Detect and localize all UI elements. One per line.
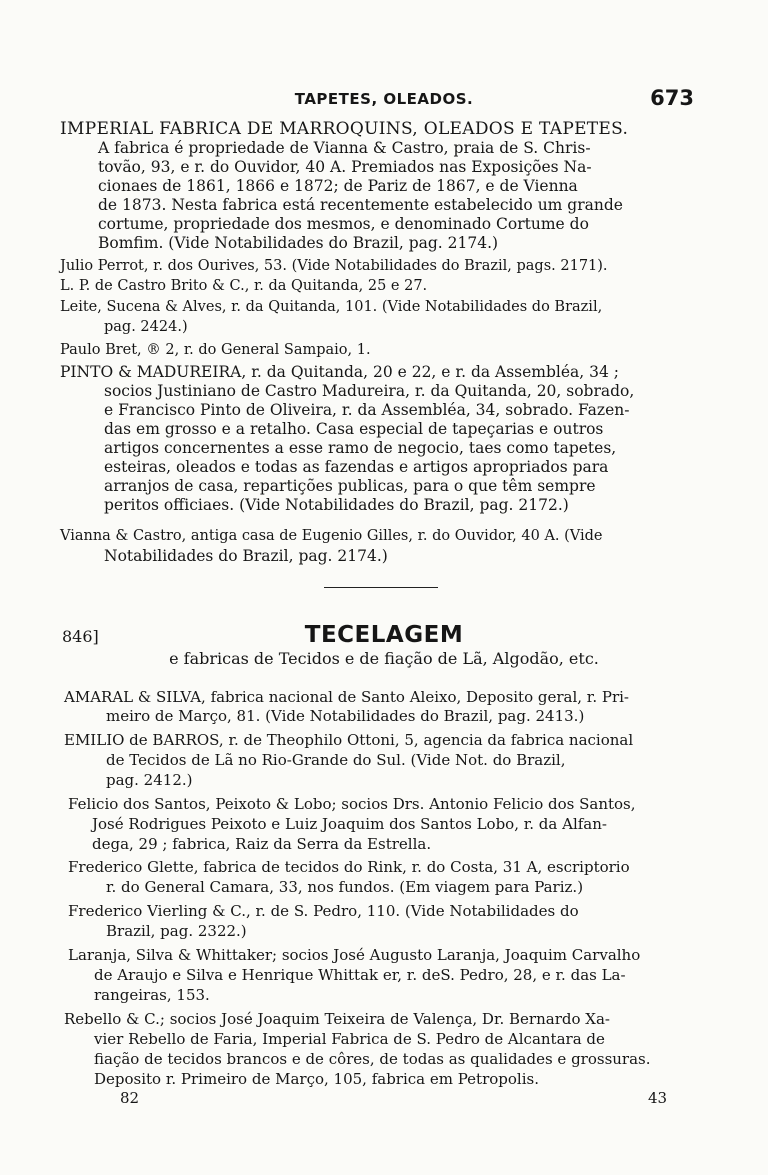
entry-line: arranjos de casa, repartições publicas, para o que têm sempre (104, 477, 596, 495)
running-head-title: TAPETES, OLEADOS. (294, 90, 474, 108)
entry-line: tovão, 93, e r. do Ouvidor, 40 A. Premiados nas Exposições Na- (98, 158, 592, 176)
entry-line: socios Justiniano de Castro Madureira, r. da Quitanda, 20, sobrado, (104, 382, 635, 400)
entry-line: Paulo Bret, ® 2, r. do General Sampaio, 1. (60, 342, 371, 358)
entry-line: de Tecidos de Lã no Rio-Grande do Sul. (Vide Not. do Brazil, (106, 751, 566, 769)
entry-line: artigos concernentes a esse ramo de negocio, taes como tapetes, (104, 439, 617, 457)
entry-line: de 1873. Nesta fabrica está recentemente estabelecido um grande (98, 196, 623, 214)
entry-line: PINTO & MADUREIRA, r. da Quitanda, 20 e 22, e r. da Assembléa, 34 ; (60, 363, 620, 381)
entry-line: José Rodrigues Peixoto e Luiz Joaquim dos Santos Lobo, r. da Alfan- (92, 815, 607, 833)
entry-line: Frederico Vierling & C., r. de S. Pedro, 110. (Vide Notabilidades do (68, 902, 579, 920)
entry-line: Laranja, Silva & Whittaker; socios José Augusto Laranja, Joaquim Carvalho (68, 946, 641, 964)
entry-line: pag. 2412.) (106, 771, 193, 789)
entry-line: Frederico Glette, fabrica de tecidos do Rink, r. do Costa, 31 A, escriptorio (68, 858, 630, 876)
entry-line: Rebello & C.; socios José Joaquim Teixeira de Valença, Dr. Bernardo Xa- (64, 1010, 610, 1028)
entry-line: cortume, propriedade dos mesmos, e denominado Cortume do (98, 215, 589, 233)
entry-line: Leite, Sucena & Alves, r. da Quitanda, 101. (Vide Notabilidades do Brazil, (60, 299, 603, 315)
entry-line: Bomfim. (Vide Notabilidades do Brazil, pag. 2174.) (98, 234, 499, 252)
entry-line: Felicio dos Santos, Peixoto & Lobo; socios Drs. Antonio Felicio dos Santos, (68, 795, 636, 813)
entry-line: meiro de Março, 81. (Vide Notabilidades do Brazil, pag. 2413.) (106, 707, 585, 725)
section-subtitle: e fabricas de Tecidos e de fiação de Lã, Algodão, etc. (169, 649, 599, 668)
page-number: 673 (650, 86, 694, 110)
section-divider (324, 587, 438, 588)
entry-line: IMPERIAL FABRICA DE MARROQUINS, OLEADOS E TAPETES. (60, 119, 629, 139)
running-head (0, 88, 768, 118)
entry-line: EMILIO de BARROS, r. de Theophilo Ottoni, 5, agencia da fabrica nacional (64, 731, 634, 749)
entry-line: Vianna & Castro, antiga casa de Eugenio Gilles, r. do Ouvidor, 40 A. (Vide (60, 528, 603, 544)
entry-line: AMARAL & SILVA, fabrica nacional de Santo Aleixo, Deposito geral, r. Pri- (64, 688, 629, 706)
entry-line: fiação de tecidos brancos e de côres, de todas as qualidades e grossuras. (94, 1050, 651, 1068)
entry-line: das em grosso e a retalho. Casa especial de tapeçarias e outros (104, 420, 604, 438)
entry-line: pag. 2424.) (104, 319, 188, 335)
entry-line: L. P. de Castro Brito & C., r. da Quitanda, 25 e 27. (60, 278, 428, 294)
entry-line: vier Rebello de Faria, Imperial Fabrica de S. Pedro de Alcantara de (94, 1030, 605, 1048)
entry-line: Notabilidades do Brazil, pag. 2174.) (104, 547, 388, 565)
signature-mark-right: 43 (648, 1089, 668, 1107)
entry-line: A fabrica é propriedade de Vianna & Castro, praia de S. Chris- (98, 139, 591, 157)
entry-line: peritos officiaes. (Vide Notabilidades do Brazil, pag. 2172.) (104, 496, 569, 514)
signature-mark-left: 82 (120, 1089, 140, 1107)
entry-line: Brazil, pag. 2322.) (106, 922, 247, 940)
entry-line: r. do General Camara, 33, nos fundos. (Em viagem para Pariz.) (106, 878, 584, 896)
section-title: TECELAGEM (304, 622, 464, 648)
entry-line: e Francisco Pinto de Oliveira, r. da Assembléa, 34, sobrado. Fazen- (104, 401, 630, 419)
section-number: 846] (62, 627, 99, 646)
entry-line: rangeiras, 153. (94, 986, 210, 1004)
entry-line: de Araujo e Silva e Henrique Whittak er, r. deS. Pedro, 28, e r. das La- (94, 966, 626, 984)
entry-line: Deposito r. Primeiro de Março, 105, fabrica em Petropolis. (94, 1070, 539, 1088)
entry-line: Julio Perrot, r. dos Ourives, 53. (Vide Notabilidades do Brazil, pags. 2171). (60, 258, 608, 274)
entry-line: esteiras, oleados e todas as fazendas e artigos apropriados para (104, 458, 609, 476)
entry-line: dega, 29 ; fabrica, Raiz da Serra da Estrella. (92, 835, 432, 853)
entry-line: cionaes de 1861, 1866 e 1872; de Pariz de 1867, e de Vienna (98, 177, 578, 195)
